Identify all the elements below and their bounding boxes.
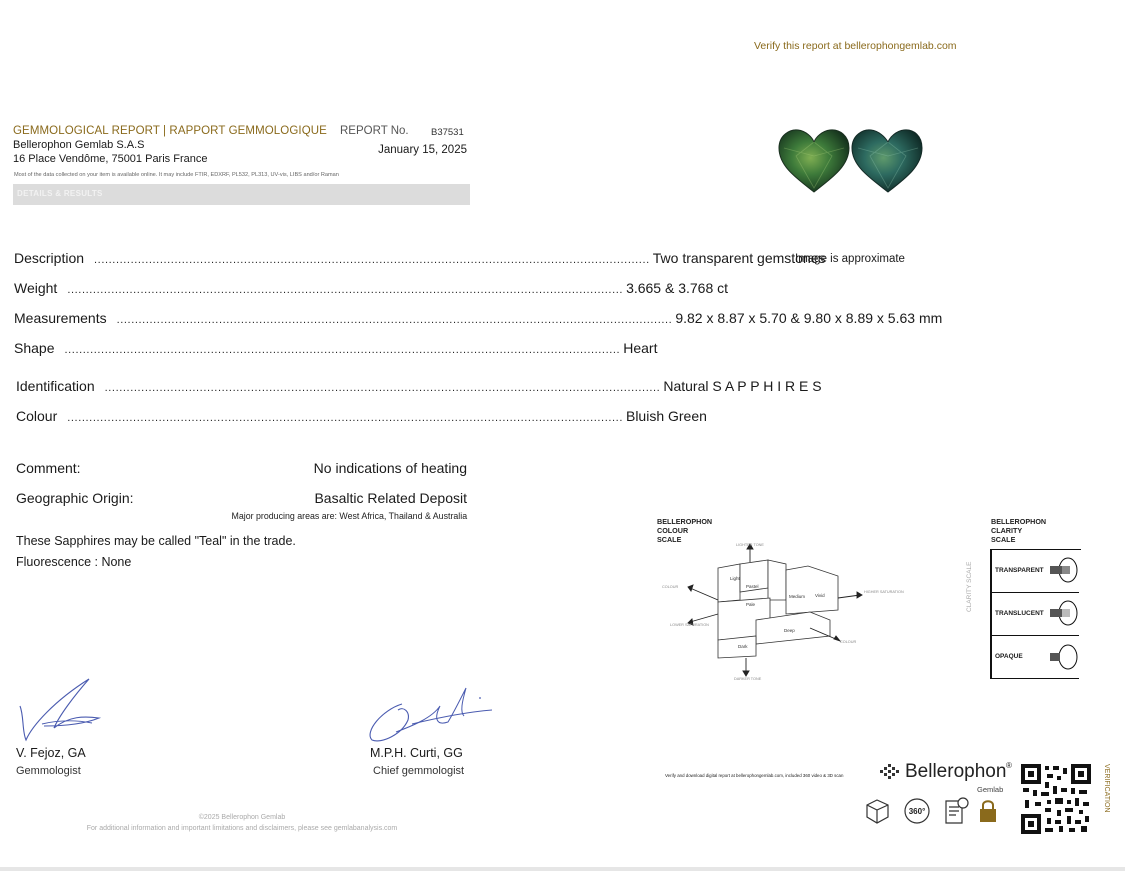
detail-value: Bluish Green — [625, 408, 707, 424]
origin-row — [16, 490, 467, 506]
svg-text:DARKER TONE: DARKER TONE — [734, 677, 762, 681]
certificate-icon — [946, 798, 968, 823]
company-address: 16 Place Vendôme, 75001 Paris France — [13, 153, 208, 165]
clarity-label: TRANSPARENT — [995, 567, 1044, 574]
origin-label: Geographic Origin: — [16, 490, 134, 506]
detail-label: Shape — [14, 340, 55, 356]
signature-role-curti: Chief gemmologist — [373, 765, 465, 777]
svg-text:Vivid: Vivid — [815, 593, 825, 598]
footer-disclaimer: For additional information and important limitations and disclaimers, please see gemlabanalysis.com — [86, 825, 398, 832]
brand-name: Bellerophon — [905, 761, 1007, 782]
svg-text:Pale: Pale — [746, 602, 756, 607]
detail-label: Identification — [16, 378, 95, 394]
footer-copyright: ©2025 Bellerophon Gemlab — [198, 814, 286, 821]
dot-leader: ........................................................................................................................................................ — [64, 344, 621, 356]
detail-value: 3.665 & 3.768 ct — [626, 280, 729, 296]
bottom-rule — [0, 867, 1125, 871]
report-number-label: REPORT No. — [340, 125, 409, 137]
brand-registered: ® — [1006, 761, 1012, 770]
detail-row-weight — [14, 280, 729, 298]
gemstone-icon — [867, 800, 888, 823]
feature-icons — [864, 797, 1004, 827]
detail-value: Natural S A P P H I R E S — [663, 378, 822, 394]
data-note: Most of the data collected on your item is available online. It may include FTIR, EDXRF, PL532, PL313, UV-vis, LIBS and/or Raman — [14, 172, 339, 178]
brand-sub: Gemlab — [977, 785, 1004, 794]
section-bar — [13, 184, 470, 205]
detail-label: Weight — [14, 280, 58, 296]
colour-scale-title: BELLEROPHON COLOUR SCALE — [657, 517, 713, 544]
svg-text:LOWER SATURATION: LOWER SATURATION — [670, 623, 709, 627]
report-number: B37531 — [431, 127, 464, 138]
report-title: GEMMOLOGICAL REPORT | RAPPORT GEMMOLOGIQUE — [13, 125, 327, 137]
dot-leader: ........................................................................................................................................................ — [67, 284, 624, 296]
svg-text:HIGHER SATURATION: HIGHER SATURATION — [864, 590, 904, 594]
clarity-scale-title: BELLEROPHON CLARITY SCALE — [991, 517, 1047, 544]
comment-value: No indications of heating — [313, 460, 467, 476]
svg-text:Deep: Deep — [784, 628, 795, 633]
svg-text:COLOUR: COLOUR — [662, 585, 679, 589]
comment-row — [16, 460, 467, 476]
detail-value: Two transparent gemstones — [652, 250, 826, 266]
company-name: Bellerophon Gemlab S.A.S — [13, 139, 145, 151]
origin-value: Basaltic Related Deposit — [314, 490, 467, 506]
dot-leader: ........................................................................................................................................................ — [94, 254, 650, 266]
detail-row-shape — [14, 340, 658, 358]
verification-label: VERIFICATION — [1103, 764, 1110, 813]
clarity-scale-side-label: CLARITY SCALE — [966, 561, 973, 612]
svg-text:360°: 360° — [908, 807, 926, 816]
colour-scale-diagram — [660, 540, 904, 682]
svg-text:Medium: Medium — [789, 594, 806, 599]
detail-label: Colour — [16, 408, 58, 424]
comment-label: Comment: — [16, 460, 81, 476]
remark-fluorescence: Fluorescence : None — [16, 555, 132, 569]
svg-text:Light: Light — [730, 576, 740, 581]
dot-leader: ........................................................................................................................................................ — [67, 412, 623, 424]
verify-digital-report[interactable]: Verify and download digital report at bellerophongemlab.com, included 360 video & 3D scan — [665, 773, 844, 778]
clarity-indicators — [1048, 556, 1080, 674]
clarity-label: OPAQUE — [995, 653, 1023, 660]
svg-text:LIGHTER TONE: LIGHTER TONE — [736, 543, 764, 547]
gemstones-image — [776, 126, 924, 196]
detail-row-colour — [16, 408, 707, 426]
verify-top-link[interactable]: Verify this report at bellerophongemlab.com — [754, 40, 957, 52]
brand-logo-icon — [878, 764, 902, 780]
detail-value: Heart — [623, 340, 658, 356]
signature-name-curti: M.P.H. Curti, GG — [370, 746, 463, 760]
dot-leader: ........................................................................................................................................................ — [116, 314, 673, 326]
svg-text:Pastel: Pastel — [746, 584, 759, 589]
lock-icon — [980, 801, 996, 822]
signature-name-fejoz: V. Fejoz, GA — [16, 746, 86, 760]
report-date: January 15, 2025 — [378, 144, 467, 156]
detail-row-identification — [16, 378, 822, 396]
detail-row-description — [14, 250, 826, 268]
signature-fejoz — [14, 676, 106, 746]
svg-text:COLOUR: COLOUR — [840, 640, 857, 644]
clarity-label: TRANSLUCENT — [995, 610, 1044, 617]
dot-leader: ........................................................................................................................................................ — [104, 382, 661, 394]
qr-code[interactable] — [1021, 764, 1091, 834]
image-caption: Image is approximate — [795, 253, 905, 265]
360-icon — [905, 799, 929, 823]
signature-role-fejoz: Gemmologist — [16, 765, 81, 777]
section-bar-label: DETAILS & RESULTS — [17, 189, 103, 198]
svg-text:Dark: Dark — [738, 644, 748, 649]
signature-curti — [362, 682, 496, 748]
detail-label: Description — [14, 250, 85, 266]
origin-note: Major producing areas are: West Africa, Thailand & Australia — [231, 511, 467, 522]
detail-label: Measurements — [14, 310, 107, 326]
detail-value: 9.82 x 8.87 x 5.70 & 9.80 x 8.89 x 5.63 mm — [675, 310, 943, 326]
detail-row-measurements — [14, 310, 943, 328]
remark-teal: These Sapphires may be called "Teal" in the trade. — [16, 534, 296, 548]
